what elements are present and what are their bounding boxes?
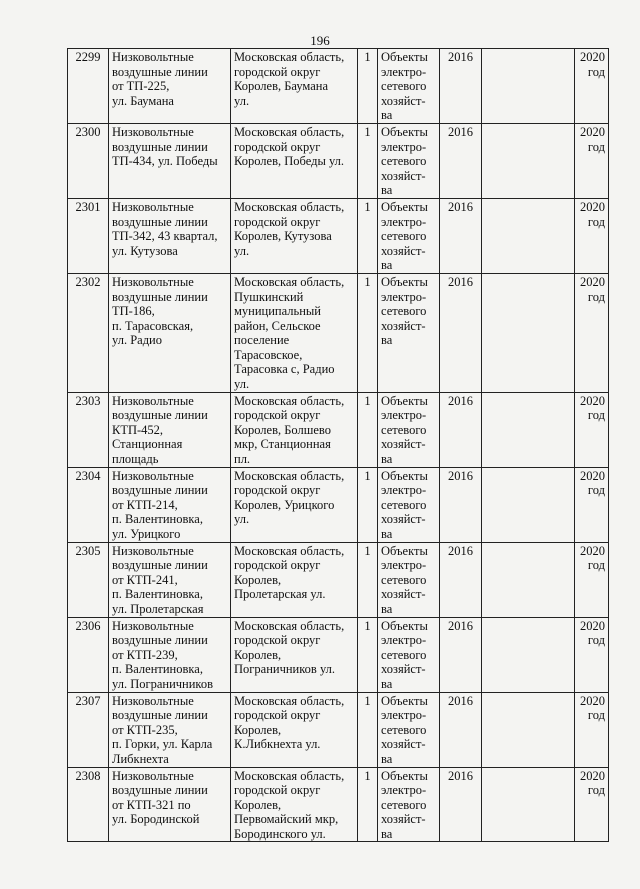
object-address: Московская область, городской округ Королев, Болшево мкр, Станционная пл. bbox=[231, 392, 358, 467]
table-row bbox=[68, 617, 609, 692]
object-category: Объекты электро- сетевого хозяйст- ва bbox=[378, 542, 440, 617]
object-name: Низковольтные воздушные линии от КТП-321 по ул. Бородинской bbox=[109, 767, 231, 842]
object-category: Объекты электро- сетевого хозяйст- ва bbox=[378, 273, 440, 392]
row-number: 2300 bbox=[68, 123, 109, 198]
object-category: Объекты электро- сетевого хозяйст- ва bbox=[378, 692, 440, 767]
object-quantity: 1 bbox=[358, 123, 378, 198]
page-number: 196 bbox=[310, 33, 330, 48]
end-year: 2020 год bbox=[575, 392, 609, 467]
table-row bbox=[68, 123, 609, 198]
start-year: 2016 bbox=[440, 198, 482, 273]
start-year: 2016 bbox=[440, 392, 482, 467]
start-year: 2016 bbox=[440, 273, 482, 392]
start-year: 2016 bbox=[440, 767, 482, 842]
object-name: Низковольтные воздушные линии ТП-434, ул. Победы bbox=[109, 123, 231, 198]
table-row bbox=[68, 392, 609, 467]
table-row bbox=[68, 49, 609, 124]
empty-cell bbox=[482, 123, 575, 198]
object-address: Московская область, городской округ Королев, Баумана ул. bbox=[231, 49, 358, 124]
object-address: Московская область, городской округ Королев, Пролетарская ул. bbox=[231, 542, 358, 617]
end-year: 2020 год bbox=[575, 198, 609, 273]
object-category: Объекты электро- сетевого хозяйст- ва bbox=[378, 49, 440, 124]
row-number: 2308 bbox=[68, 767, 109, 842]
object-address: Московская область, городской округ Королев, Первомайский мкр, Бородинского ул. bbox=[231, 767, 358, 842]
row-number: 2307 bbox=[68, 692, 109, 767]
object-quantity: 1 bbox=[358, 392, 378, 467]
object-category: Объекты электро- сетевого хозяйст- ва bbox=[378, 123, 440, 198]
row-number: 2303 bbox=[68, 392, 109, 467]
row-number: 2304 bbox=[68, 467, 109, 542]
end-year: 2020 год bbox=[575, 273, 609, 392]
row-number: 2302 bbox=[68, 273, 109, 392]
object-name: Низковольтные воздушные линии от КТП-235, п. Горки, ул. Карла Либкнехта bbox=[109, 692, 231, 767]
object-name: Низковольтные воздушные линии от КТП-214, п. Валентиновка, ул. Урицкого bbox=[109, 467, 231, 542]
empty-cell bbox=[482, 542, 575, 617]
table-row bbox=[68, 542, 609, 617]
empty-cell bbox=[482, 617, 575, 692]
start-year: 2016 bbox=[440, 49, 482, 124]
object-category: Объекты электро- сетевого хозяйст- ва bbox=[378, 467, 440, 542]
end-year: 2020 год bbox=[575, 467, 609, 542]
object-quantity: 1 bbox=[358, 273, 378, 392]
row-number: 2306 bbox=[68, 617, 109, 692]
object-name: Низковольтные воздушные линии ТП-342, 43 квартал, ул. Кутузова bbox=[109, 198, 231, 273]
start-year: 2016 bbox=[440, 692, 482, 767]
object-category: Объекты электро- сетевого хозяйст- ва bbox=[378, 198, 440, 273]
object-address: Московская область, городской округ Королев, К.Либкнехта ул. bbox=[231, 692, 358, 767]
object-name: Низковольтные воздушные линии ТП-186, п. Тарасовская, ул. Радио bbox=[109, 273, 231, 392]
end-year: 2020 год bbox=[575, 767, 609, 842]
empty-cell bbox=[482, 198, 575, 273]
object-address: Московская область, городской округ Королев, Урицкого ул. bbox=[231, 467, 358, 542]
object-name: Низковольтные воздушные линии от КТП-239, п. Валентиновка, ул. Пограничников bbox=[109, 617, 231, 692]
table-row bbox=[68, 467, 609, 542]
row-number: 2305 bbox=[68, 542, 109, 617]
object-address: Московская область, городской округ Королев, Кутузова ул. bbox=[231, 198, 358, 273]
start-year: 2016 bbox=[440, 542, 482, 617]
object-name: Низковольтные воздушные линии от КТП-241, п. Валентиновка, ул. Пролетарская bbox=[109, 542, 231, 617]
object-category: Объекты электро- сетевого хозяйст- ва bbox=[378, 617, 440, 692]
object-quantity: 1 bbox=[358, 467, 378, 542]
object-name: Низковольтные воздушные линии КТП-452, Станционная площадь bbox=[109, 392, 231, 467]
empty-cell bbox=[482, 392, 575, 467]
empty-cell bbox=[482, 49, 575, 124]
empty-cell bbox=[482, 692, 575, 767]
end-year: 2020 год bbox=[575, 692, 609, 767]
object-quantity: 1 bbox=[358, 198, 378, 273]
registry-rows bbox=[68, 49, 609, 842]
object-quantity: 1 bbox=[358, 542, 378, 617]
end-year: 2020 год bbox=[575, 542, 609, 617]
empty-cell bbox=[482, 467, 575, 542]
object-quantity: 1 bbox=[358, 767, 378, 842]
row-number: 2301 bbox=[68, 198, 109, 273]
object-quantity: 1 bbox=[358, 692, 378, 767]
registry-table bbox=[67, 48, 609, 842]
object-address: Московская область, Пушкинский муниципальный район, Сельское поселение Тарасовское, Тарасовка с, Радио ул. bbox=[231, 273, 358, 392]
object-address: Московская область, городской округ Королев, Победы ул. bbox=[231, 123, 358, 198]
table-row bbox=[68, 198, 609, 273]
object-category: Объекты электро- сетевого хозяйст- ва bbox=[378, 767, 440, 842]
start-year: 2016 bbox=[440, 467, 482, 542]
start-year: 2016 bbox=[440, 123, 482, 198]
start-year: 2016 bbox=[440, 617, 482, 692]
empty-cell bbox=[482, 273, 575, 392]
object-quantity: 1 bbox=[358, 617, 378, 692]
object-quantity: 1 bbox=[358, 49, 378, 124]
empty-cell bbox=[482, 767, 575, 842]
table-row bbox=[68, 273, 609, 392]
end-year: 2020 год bbox=[575, 617, 609, 692]
object-address: Московская область, городской округ Королев, Пограничников ул. bbox=[231, 617, 358, 692]
end-year: 2020 год bbox=[575, 123, 609, 198]
table-row bbox=[68, 692, 609, 767]
object-name: Низковольтные воздушные линии от ТП-225, ул. Баумана bbox=[109, 49, 231, 124]
end-year: 2020 год bbox=[575, 49, 609, 124]
row-number: 2299 bbox=[68, 49, 109, 124]
table-row bbox=[68, 767, 609, 842]
object-category: Объекты электро- сетевого хозяйст- ва bbox=[378, 392, 440, 467]
